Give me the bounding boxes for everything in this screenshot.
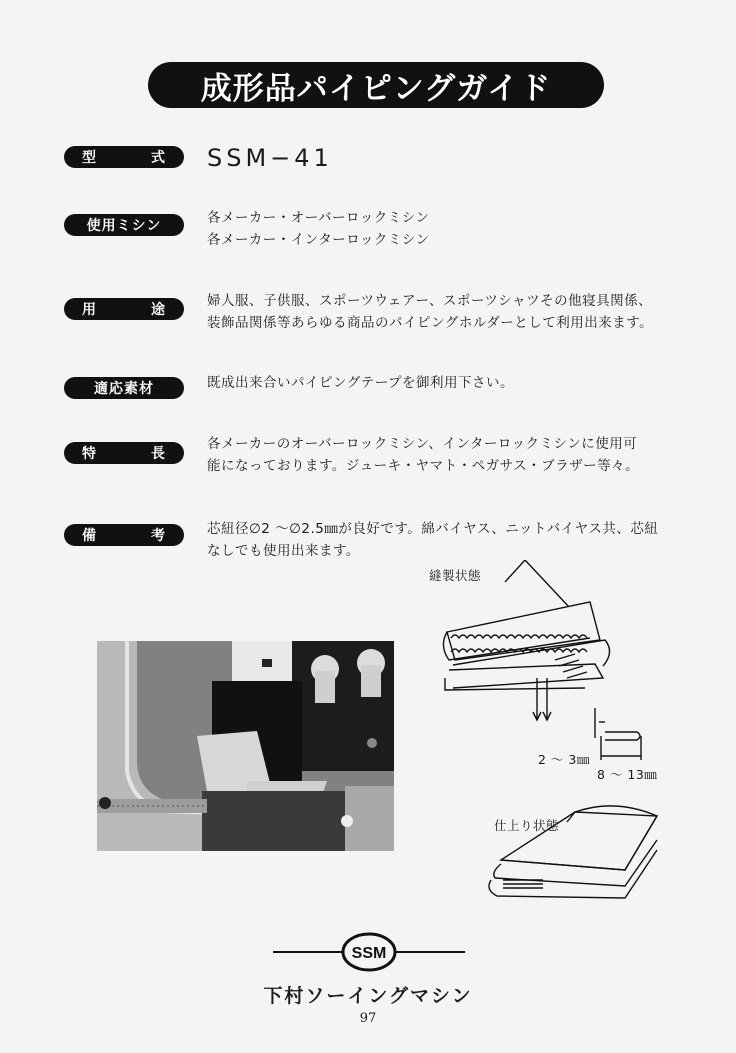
finished-state-label: 仕上り状態 xyxy=(494,818,560,833)
machine-photo xyxy=(97,641,394,851)
label-notes xyxy=(64,524,184,546)
label-usage-char-1: 用 xyxy=(82,302,97,318)
label-notes-char-2: 考 xyxy=(151,528,166,544)
piping-illustration xyxy=(425,560,715,920)
label-machine-text: 使用ミシン xyxy=(86,218,162,234)
company-name: 下村ソーイングマシン xyxy=(263,985,473,1007)
notes-value: 芯紐径∅2 ～∅2.5㎜が良好です。綿バイヤス、ニットバイヤス共、芯紐 なしでも使用出来ます。 xyxy=(207,521,659,559)
page-title: 成形品パイピングガイド xyxy=(148,62,604,108)
logo-text: SSM xyxy=(351,945,387,962)
label-machine xyxy=(64,214,184,236)
page-number: 97 xyxy=(359,1011,377,1026)
piping-diagram xyxy=(425,560,715,920)
label-material-text: 適応素材 xyxy=(94,381,154,397)
model-value: SSM−41 xyxy=(207,144,333,172)
label-features-char-1: 特 xyxy=(82,446,97,462)
label-features xyxy=(64,442,184,464)
sewn-state-label: 縫製状態 xyxy=(429,568,482,583)
label-features-char-2: 長 xyxy=(151,446,166,462)
label-model-char-2: 式 xyxy=(151,150,166,166)
dimension-core: 2 ～ 3㎜ xyxy=(538,752,590,767)
machine-value: 各メーカー・オーバーロックミシン 各メーカー・インターロックミシン xyxy=(207,210,430,248)
material-value: 既成出来合いパイピングテープを御利用下さい。 xyxy=(207,375,515,391)
label-usage xyxy=(64,298,184,320)
label-material xyxy=(64,377,184,399)
ssm-logo xyxy=(273,930,465,974)
label-notes-char-1: 備 xyxy=(82,528,97,544)
dimension-width: 8 ～ 13㎜ xyxy=(597,767,658,782)
label-usage-char-2: 途 xyxy=(151,302,166,318)
features-value: 各メーカーのオーバーロックミシン、インターロックミシンに使用可 能になっております。ジューキ・ヤマト・ペガサス・ブラザー等々。 xyxy=(207,436,640,474)
label-model xyxy=(64,146,184,168)
usage-value: 婦人服、子供服、スポーツウェアー、スポーツシャツその他寝具関係、 装飾品関係等あらゆる商品のパイピングホルダーとして利用出来ます。 xyxy=(207,293,654,331)
label-model-char-1: 型 xyxy=(82,150,97,166)
